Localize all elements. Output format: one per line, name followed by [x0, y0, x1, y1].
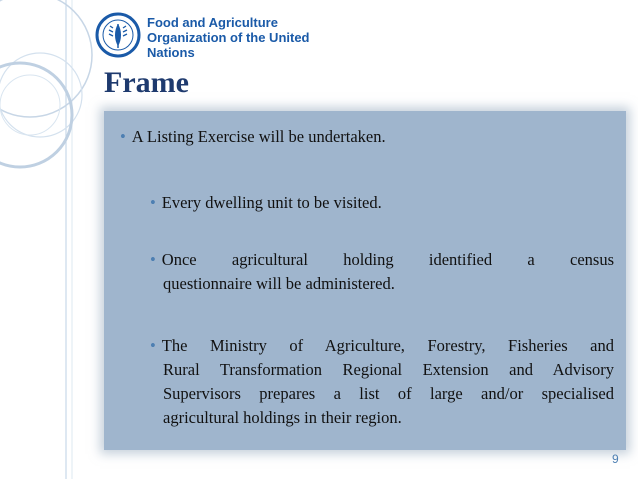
bullet-line: agricultural holdings in their region.	[163, 408, 402, 427]
bullet-glyph: •	[150, 336, 156, 355]
slide-title: Frame	[104, 66, 189, 99]
bullet-text: The Ministry of Agriculture, Forestry, Fisheries and	[161, 336, 614, 355]
sub-bullet-dwelling	[150, 191, 614, 215]
bullet-line	[150, 334, 614, 358]
bullet-text: A Listing Exercise will be undertaken.	[131, 127, 386, 146]
fao-logo-icon	[95, 12, 141, 58]
bullet-line	[150, 248, 614, 272]
bullet-glyph: •	[150, 250, 156, 269]
sub-bullet-questionnaire	[150, 248, 614, 296]
organization-name: Food and Agriculture Organization of the United Nations	[147, 15, 310, 60]
bullet-line: questionnaire will be administered.	[163, 274, 395, 293]
bullet-glyph: •	[120, 127, 126, 146]
content-panel	[104, 111, 626, 450]
sub-bullet-ministry	[150, 334, 614, 430]
decorative-arcs	[0, 0, 110, 479]
bullet-text: Once agricultural holding identified a census	[161, 250, 614, 269]
bullet-text: Every dwelling unit to be visited.	[161, 193, 382, 212]
bullet-line: Rural Transformation Regional Extension and Advisory	[163, 360, 614, 379]
bullet-glyph: •	[150, 193, 156, 212]
bullet-line: Supervisors prepares a list of large and/or specialised	[163, 384, 614, 403]
bullet-level1	[120, 127, 386, 147]
page-number: 9	[612, 452, 619, 466]
